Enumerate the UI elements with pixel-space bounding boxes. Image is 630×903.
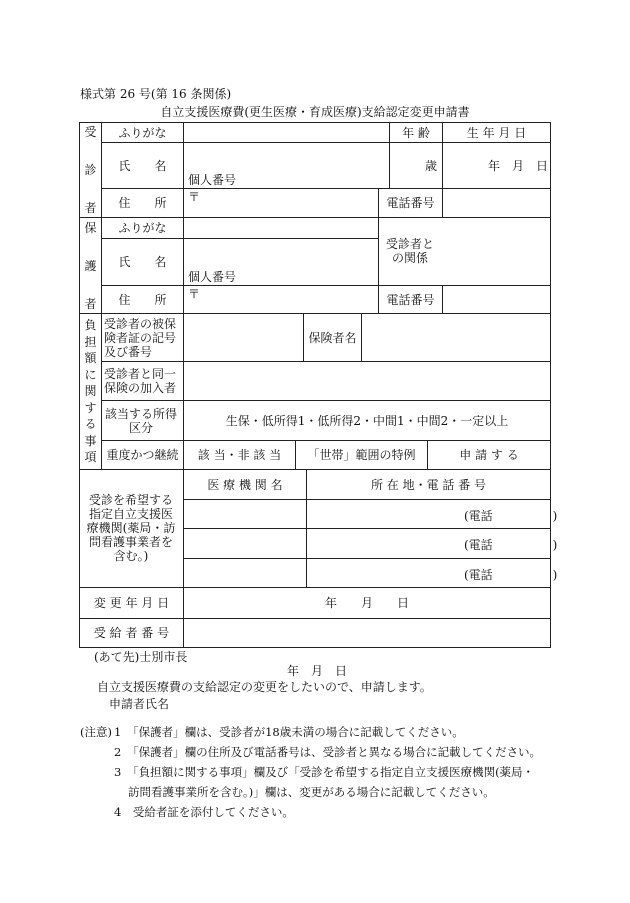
guardian-phone-label: 電話番号 <box>386 292 435 307</box>
form-number: 様式第 26 号(第 16 条関係) <box>80 87 232 101</box>
institution-phone-1: (電話 ) <box>464 509 558 523</box>
same-insurance-label: 受診者と同一保険の加入者 <box>104 367 177 395</box>
guardian-furigana-label: ふりがな <box>118 221 167 235</box>
guardian-relation-label: 受診者との関係 <box>385 237 434 265</box>
patient-phone-input[interactable] <box>443 189 550 217</box>
apply-label: 申 請 す る <box>459 448 519 462</box>
addressee: (あて先)士別市長 <box>94 650 188 664</box>
insurer-name-label: 保険者名 <box>308 330 357 345</box>
note-3-cont: 訪問看護事業所を含む。)」欄は、変更がある場合に記載してください。 <box>128 785 495 799</box>
institution-address-header: 所 在 地・電 話 番 号 <box>370 477 487 492</box>
patient-phone-label: 電話番号 <box>386 196 435 210</box>
institution-phone-3: (電話 ) <box>464 568 558 582</box>
guardian-postal-mark: 〒 <box>188 287 201 301</box>
change-date-label: 変 更 年 月 日 <box>93 596 170 610</box>
patient-birthdate-label: 生 年 月 日 <box>466 125 527 140</box>
note-4: 4 受給者証を添付してください。 <box>114 805 294 819</box>
patient-name-label: 氏 名 <box>118 158 167 173</box>
note-1: 1 「保護者」欄は、受診者が18歳未満の場合に記載してください。 <box>114 725 464 739</box>
guardian-name-label: 氏 名 <box>118 255 167 269</box>
institution-label: 受診を希望する指定自立支援医療機関(薬局・訪問看護事業者を含む。) <box>86 493 176 563</box>
note-2: 2 「保護者」欄の住所及び電話番号は、受診者と異なる場合に記載してください。 <box>114 745 542 759</box>
household-exception-label: 「世帯」範囲の特例 <box>307 448 416 462</box>
patient-postal-mark: 〒 <box>188 190 201 204</box>
patient-section-label: 受 診 者 <box>84 125 97 215</box>
patient-furigana-input[interactable] <box>184 123 389 142</box>
burden-section-label: 負 担 額 に 関 す る 事 項 <box>84 318 97 464</box>
institution-phone-2: (電話 ) <box>464 538 558 552</box>
notes-prefix: (注意) <box>80 725 112 739</box>
patient-my-number-label: 個人番号 <box>188 173 237 187</box>
patient-age-label: 年 齢 <box>402 125 430 140</box>
applicant-name-label: 申請者氏名 <box>109 697 170 711</box>
severe-continuing-label: 重度かつ継続 <box>106 448 179 462</box>
income-class-label: 該当する所得区分 <box>104 406 177 435</box>
patient-name-input[interactable] <box>184 143 389 171</box>
income-class-options[interactable]: 生保・低所得1・低所得2・中間1・中間2・一定以上 <box>225 413 509 428</box>
guardian-address-label: 住 所 <box>118 292 167 307</box>
recipient-number-label: 受 給 者 番 号 <box>93 626 170 640</box>
severe-continuing-options[interactable]: 該 当・非 該 当 <box>197 448 282 462</box>
change-date-value[interactable]: 年 月 日 <box>324 596 409 610</box>
patient-sai-label: 歳 <box>425 159 438 173</box>
note-3: 3 「負担額に関する事項」欄及び「受診を希望する指定自立支援医療機関(薬局・ <box>114 765 535 779</box>
institution-name-header: 医 療 機 関 名 <box>207 477 283 492</box>
patient-birthdate-value: 年 月 日 <box>488 159 549 173</box>
guardian-section-label: 保 護 者 <box>84 221 97 311</box>
patient-address-label: 住 所 <box>118 196 167 210</box>
recipient-number-input[interactable] <box>184 619 550 647</box>
insurance-card-label: 受診者の被保険者証の記号及び番号 <box>104 316 177 359</box>
patient-furigana-label: ふりがな <box>118 125 167 140</box>
form-title: 自立支援医療費(更生医療・育成医療)支給認定変更申請書 <box>160 105 470 119</box>
declaration-statement: 自立支援医療費の支給認定の変更をしたいので、申請します。 <box>97 680 432 694</box>
declaration-date: 年 月 日 <box>287 664 348 678</box>
guardian-my-number-label: 個人番号 <box>188 270 237 284</box>
